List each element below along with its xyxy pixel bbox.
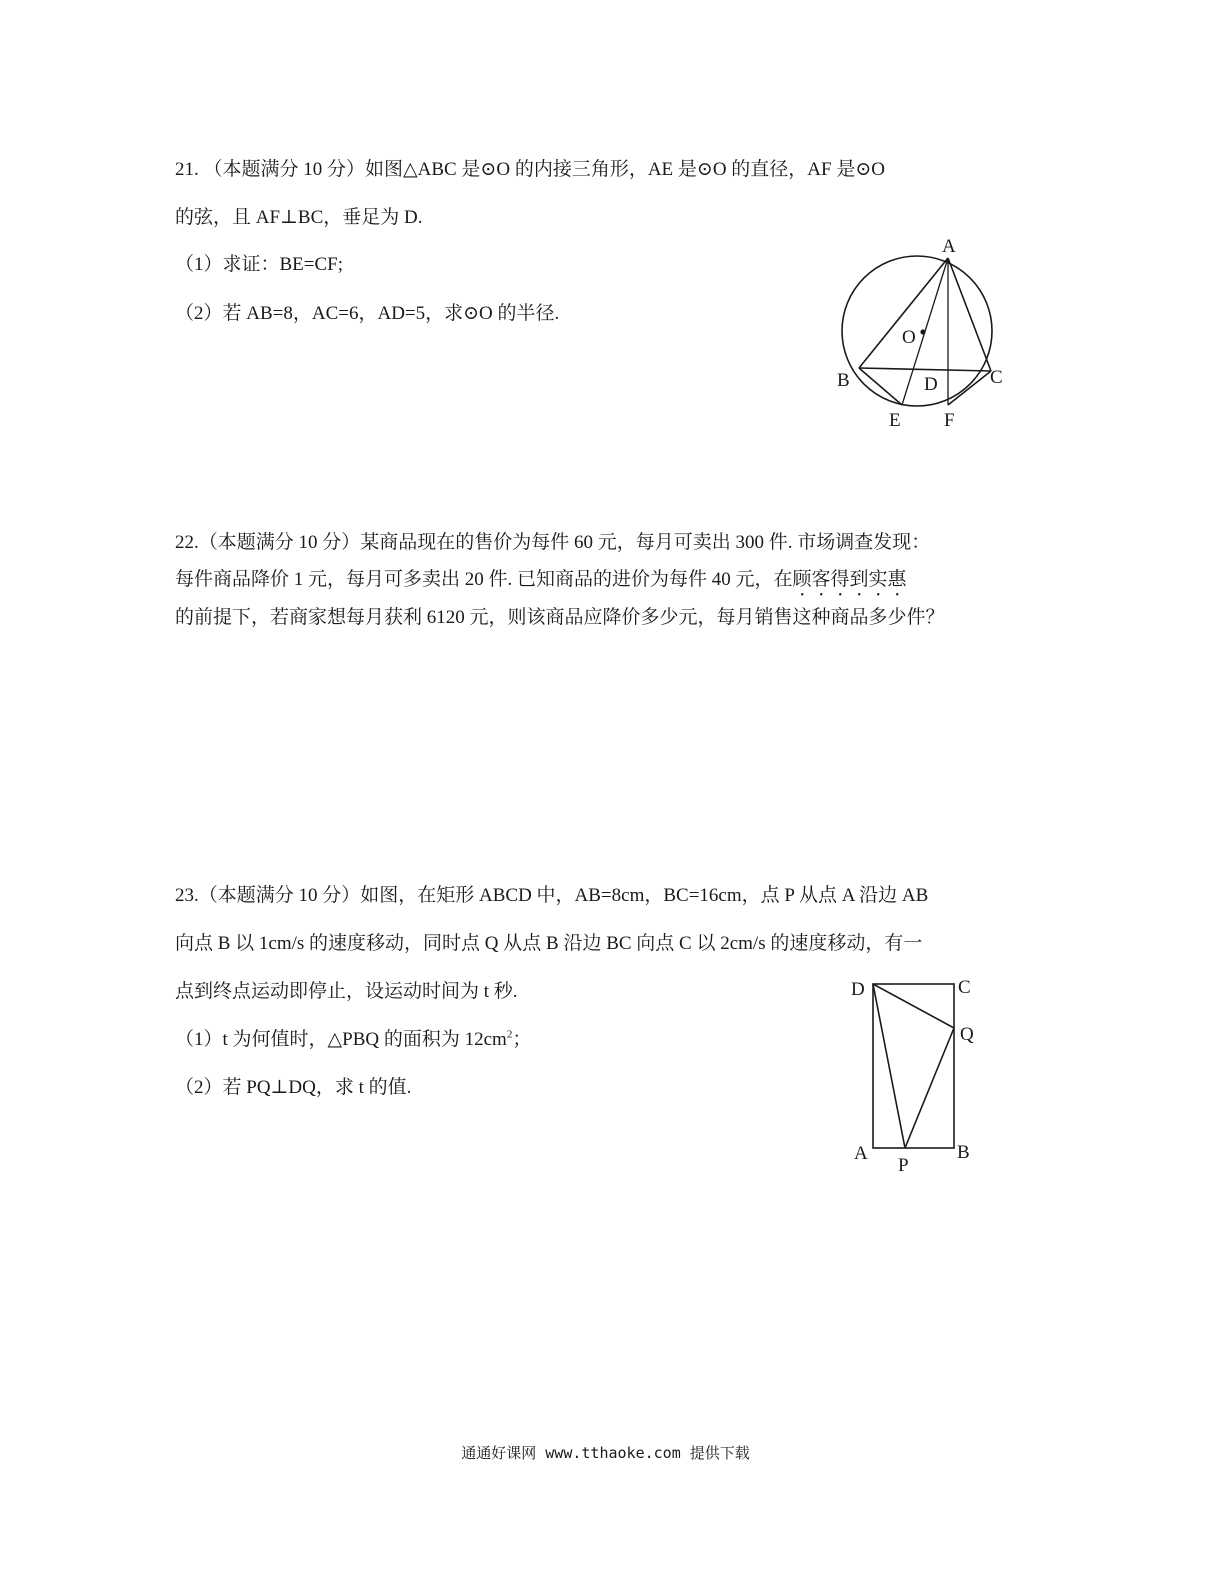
q22-line-2-text: 每件商品降价 1 元，每月可多卖出 20 件. 已知商品的进价为每件 40 元，在: [175, 569, 793, 590]
label-o: O: [902, 327, 916, 348]
q23-part-1-sup: 2: [506, 1028, 513, 1041]
label-f: F: [944, 410, 955, 431]
segment-dq: [873, 984, 954, 1028]
q23-part-1-text: （1）t 为何值时，△PBQ 的面积为 12cm: [175, 1029, 507, 1050]
segment-cf: [948, 371, 991, 405]
label-p: P: [898, 1155, 909, 1176]
segment-ab: [859, 258, 948, 368]
label-a: A: [854, 1143, 868, 1164]
q23-figure: [840, 968, 1000, 1178]
label-q: Q: [960, 1024, 974, 1045]
label-e: E: [889, 410, 901, 431]
q21-line-2: 的弦，且 AF⊥BC，垂足为 D.: [175, 207, 423, 228]
q23-part-1: [175, 1028, 531, 1052]
segment-dp: [873, 984, 905, 1148]
q22-line-2: [175, 568, 907, 601]
label-c: C: [990, 367, 1003, 388]
q21-part-2: （2）若 AB=8，AC=6，AD=5，求⊙O 的半径.: [175, 303, 560, 324]
q21-figure: [820, 225, 1040, 435]
q22-line-3: 的前提下，若商家想每月获利 6120 元，则该商品应降价多少元，每月销售这种商品多少件？: [175, 607, 945, 628]
q23-line-2: 向点 B 以 1cm/s 的速度移动，同时点 Q 从点 B 沿边 BC 向点 C 以 2cm/s 的速度移动，有一: [175, 933, 923, 954]
footer-credit: 通通好课网 www.tthaoke.com 提供下载: [461, 1444, 750, 1462]
q21-part-1: （1）求证：BE=CF;: [175, 254, 344, 275]
q23-line-3: 点到终点运动即停止，设运动时间为 t 秒.: [175, 981, 518, 1002]
q23-line-1: 23.（本题满分 10 分）如图，在矩形 ABCD 中，AB=8cm，BC=16cm，点 P 从点 A 沿边 AB: [175, 885, 929, 906]
rectangle-abcd: [873, 984, 954, 1148]
label-b: B: [837, 370, 850, 391]
q23-part-2: （2）若 PQ⊥DQ，求 t 的值.: [175, 1077, 412, 1098]
label-d: D: [851, 979, 865, 1000]
q22-emphasis: 顾客得到实惠: [792, 569, 907, 590]
circle-o: [842, 256, 992, 406]
segment-bc: [859, 368, 991, 371]
q21-line-1: 21. （本题满分 10 分）如图△ABC 是⊙O 的内接三角形，AE 是⊙O 的直径，AF 是⊙O: [175, 159, 885, 180]
label-c: C: [958, 977, 971, 998]
segment-pq: [905, 1028, 954, 1148]
q23-part-1-end: ；: [512, 1029, 532, 1050]
label-b: B: [957, 1142, 970, 1163]
center-dot: [920, 329, 925, 334]
segment-ac: [948, 258, 991, 371]
label-d: D: [924, 374, 938, 395]
q22-line-1: 22.（本题满分 10 分）某商品现在的售价为每件 60 元，每月可卖出 300 件. 市场调查发现：: [175, 532, 931, 553]
label-a: A: [942, 236, 956, 257]
